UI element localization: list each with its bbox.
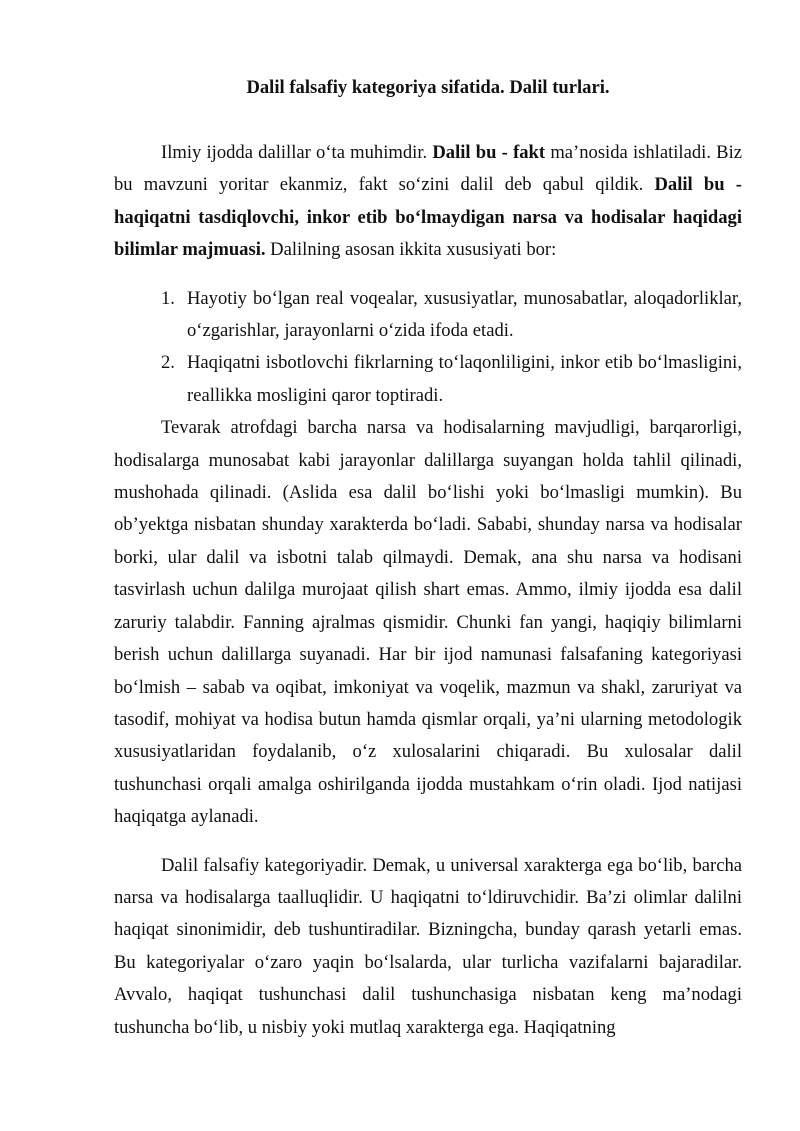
list-number: 1. [161,287,175,309]
intro-text-2: ma’nosida ishlatiladi. Biz bu mavzuni yoritar ekanmiz, fakt so‘zini dalil deb qabul qildik. [114,142,742,196]
paragraph-category: Dalil falsafiy kategoriyadir. Demak, u universal xarakterga ega bo‘lib, barcha narsa va hodisalarga taalluqlidir. U haqiqatni to‘ldiruvchidir. Ba’zi olimlar dalilni haqiqat sinonimidir, deb tushuntiradilar. Bizningcha, bunday qarash yetarli emas. Bu kategoriyalar o‘zaro yaqin bo‘lsalarda, ular turlicha vazifalarni bajaradilar. Avvalo, haqiqat tushunchasi dalil tushunchasiga nisbatan keng ma’nodagi tushuncha bo‘lib, u nisbiy yoki mutlaq xarakterga ega. Haqiqatning [114,854,742,1038]
intro-bold-1: Dalil bu - fakt [432,142,546,163]
list-item [114,347,742,412]
intro-text-1: Ilmiy ijodda dalillar o‘ta muhimdir. [161,142,433,163]
list-number: 2. [161,352,175,374]
intro-text-3: Dalilning asosan ikkita xususiyati bor: [265,239,557,261]
paragraph-intro [114,137,742,267]
page-title: Dalil falsafiy kategoriya sifatida. Dalil turlari. [246,77,610,98]
intro-bold-2: Dalil bu - haqiqatni tasdiqlovchi, inkor etib bo‘lmaydigan narsa va hodisalar haqidagi bilimlar majmuasi. [114,174,742,261]
document-page [114,66,742,1044]
list-item [114,283,742,348]
numbered-list [114,283,742,413]
paragraph-body: Tevarak atrofdagi barcha narsa va hodisalarning mavjudligi, barqarorligi, hodisalarga munosabat kabi jarayonlar dalillarga suyangan holda tahlil qilinadi, mushohada qilinadi. (Aslida esa dalil bo‘lishi yoki bo‘lmasligi mumkin). Bu ob’yektga nisbatan shunday xarakterda bo‘ladi. Sababi, shunday narsa va hodisalar borki, ular dalil va isbotni talab qilmaydi. Demak, ana shu narsa va hodisani tasvirlash uchun dalilga murojaat qilish shart emas. Ammo, ilmiy ijodda esa dalil zaruriy talabdir. Fanning ajralmas qismidir. Chunki fan yangi, haqiqiy bilimlarni berish uchun dalillarga suyanadi. Har bir ijod namunasi falsafaning kategoriyasi bo‘lmish – sabab va oqibat, imkoniyat va voqelik, mazmun va shakl, zaruriyat va tasodif, mohiyat va hodisa butun hamda qismlar orqali, ya’ni ularning metodologik xususiyatlaridan foydalanib, o‘z xulosalarini chiqaradi. Bu xulosalar dalil tushunchasi orqali amalga oshirilganda ijodda mustahkam o‘rin oladi. Ijod natijasi haqiqatga aylanadi. [114,417,742,828]
list-item-text: Haqiqatni isbotlovchi fikrlarning to‘laqonliligini, inkor etib bo‘lmasligini, reallikka mosligini qaror toptiradi. [187,352,742,406]
list-item-text: Hayotiy bo‘lgan real voqealar, xususiyatlar, munosabatlar, aloqadorliklar, o‘zgarishlar, jarayonlarni o‘zida ifoda etadi. [187,287,742,342]
